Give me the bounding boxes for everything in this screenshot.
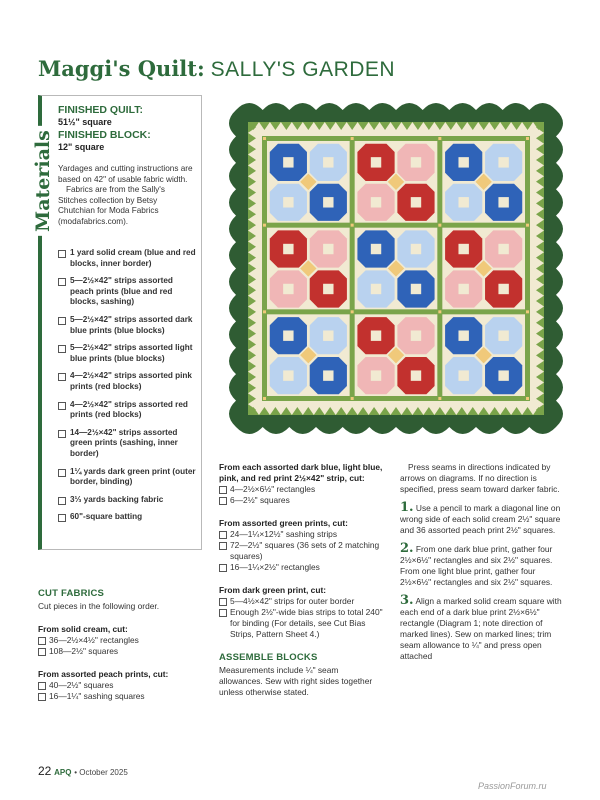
step-3: [400, 595, 565, 662]
snowball-center: [458, 197, 468, 207]
finished-quilt-value: 51½" square: [58, 117, 112, 127]
snowball-center: [498, 157, 508, 167]
sashing-square: [351, 397, 354, 400]
snowball-center: [371, 330, 381, 340]
sashing-square: [351, 137, 354, 140]
cut-item[interactable]: 36—2½×4½" rectangles: [38, 635, 208, 646]
snowball-center: [323, 197, 333, 207]
sashing-square: [263, 137, 266, 140]
cut-group-title: From assorted green prints, cut:: [219, 518, 348, 528]
step-1: [400, 502, 565, 536]
materials-intro: [58, 164, 193, 228]
cut-fabrics-heading: CUT FABRICS: [38, 588, 105, 599]
cut-group-title: From each assorted dark blue, light blue, pink, and red print 2½×42" strip, cut:: [219, 462, 383, 483]
snowball-center: [498, 244, 508, 254]
snowball-center: [458, 244, 468, 254]
finished-quilt-label: FINISHED QUILT:: [58, 104, 143, 116]
snowball-center: [323, 284, 333, 294]
sashing-square: [438, 310, 441, 313]
material-item[interactable]: 4—2½×42" strips assorted pink prints (red blocks): [58, 371, 198, 392]
snowball-center: [283, 197, 293, 207]
cut-list: [219, 529, 384, 573]
materials-intro-fabrics: Fabrics are from the Sally's Stitches collection by Betsy Chutchian for Moda Fabrics (modafabrics.com).: [58, 185, 165, 226]
snowball-center: [283, 157, 293, 167]
sashing-square: [263, 397, 266, 400]
step-2: [400, 543, 565, 588]
page-title: [38, 56, 395, 83]
snowball-center: [498, 330, 508, 340]
cut-fabrics-continued: [219, 462, 384, 698]
press-note: Press seams in directions indicated by arrows on diagrams. If no direction is specified, press seam toward darker fabric.: [400, 462, 560, 494]
cut-group-title: From solid cream, cut:: [38, 624, 128, 634]
magazine-name: APQ: [54, 768, 72, 777]
material-item[interactable]: 5—2½×42" strips assorted dark blue prints (blue blocks): [58, 315, 198, 336]
snowball-center: [498, 370, 508, 380]
sashing-square: [263, 310, 266, 313]
snowball-center: [323, 244, 333, 254]
material-item[interactable]: 14—2½×42" strips assorted green prints (sashing, inner border): [58, 428, 198, 460]
cut-group-title: From dark green print, cut:: [219, 585, 327, 595]
sashing-square: [526, 137, 529, 140]
material-item[interactable]: 4—2½×42" strips assorted red prints (red blocks): [58, 400, 198, 421]
snowball-center: [323, 370, 333, 380]
finished-quilt: [58, 104, 143, 128]
sashing-square: [438, 224, 441, 227]
snowball-center: [411, 244, 421, 254]
material-item[interactable]: 60"-square batting: [58, 512, 198, 523]
snowball-center: [283, 370, 293, 380]
assemble-blocks-text: Measurements include ¼" seam allowances. Sew with right sides together unless otherwise stated.: [219, 665, 373, 697]
cut-item[interactable]: 24—1¼×12½" sashing strips: [219, 529, 384, 540]
cut-list: [219, 484, 384, 506]
sashing-square: [438, 137, 441, 140]
snowball-center: [411, 157, 421, 167]
materials-list: [58, 248, 198, 530]
title-quilt-name: Maggi's Quilt:: [38, 56, 205, 81]
cut-item[interactable]: Enough 2½"-wide bias strips to total 240" for binding (For details, see Cut Bias Strips, Pattern Sheet 4.): [219, 607, 384, 640]
quilt-photo: [222, 96, 570, 441]
sashing-square: [526, 224, 529, 227]
sashing-square: [526, 310, 529, 313]
snowball-center: [323, 157, 333, 167]
step-number: 3.: [400, 593, 414, 608]
snowball-center: [371, 370, 381, 380]
step-text: From one dark blue print, gather four 2½×6½" rectangles and six 2½" squares. From one light blue print, gather four 2½×6½" rectangles and six 2½" squares.: [400, 544, 553, 587]
issue-date: • October 2025: [74, 768, 128, 777]
assembly-steps: [400, 462, 565, 669]
page-number: 22: [38, 764, 52, 778]
sashing-square: [526, 397, 529, 400]
finished-block: [58, 129, 151, 153]
snowball-center: [498, 284, 508, 294]
materials-intro-yardage: Yardages and cutting instructions are based on 42" of usable fabric width.: [58, 164, 193, 184]
cut-item[interactable]: 72—2½" squares (36 sets of 2 matching squares): [219, 540, 384, 562]
snowball-center: [371, 157, 381, 167]
page-footer: [38, 764, 128, 778]
cut-item[interactable]: 5—4½×42" strips for outer border: [219, 596, 384, 607]
cut-fabrics-section: [38, 588, 208, 702]
finished-block-value: 12" square: [58, 142, 105, 152]
snowball-center: [371, 197, 381, 207]
sashing-square: [263, 224, 266, 227]
snowball-center: [411, 197, 421, 207]
snowball-center: [283, 244, 293, 254]
title-pattern-name: SALLY'S GARDEN: [210, 58, 396, 81]
cut-list: [38, 680, 208, 702]
sashing-square: [351, 310, 354, 313]
snowball-center: [411, 330, 421, 340]
cut-item[interactable]: 16—1¼" sashing squares: [38, 691, 208, 702]
sashing-square: [438, 397, 441, 400]
step-text: Align a marked solid cream square with each end of a dark blue print 2½×6½" rectangle (Diagram 1; note direction of marked lines). Sew on marked lines; trim seam allowance to ¼" and press open attached: [400, 596, 562, 661]
step-number: 2.: [400, 541, 414, 556]
snowball-center: [458, 330, 468, 340]
cut-item[interactable]: 108—2½" squares: [38, 646, 208, 657]
snowball-center: [283, 330, 293, 340]
step-text: Use a pencil to mark a diagonal line on wrong side of each solid cream 2½" square and 36 assorted peach print 2½" squares.: [400, 503, 561, 535]
snowball-center: [371, 244, 381, 254]
cut-list: [219, 596, 384, 640]
snowball-center: [411, 284, 421, 294]
snowball-center: [371, 284, 381, 294]
cut-group-title: From assorted peach prints, cut:: [38, 669, 169, 679]
material-item[interactable]: 1¼ yards dark green print (outer border, binding): [58, 467, 198, 488]
finished-block-label: FINISHED BLOCK:: [58, 129, 151, 141]
snowball-center: [323, 330, 333, 340]
snowball-center: [411, 370, 421, 380]
watermark: PassionForum.ru: [478, 781, 547, 791]
assemble-blocks-heading: ASSEMBLE BLOCKS: [219, 652, 318, 663]
snowball-center: [458, 157, 468, 167]
cut-item[interactable]: 40—2½" squares: [38, 680, 208, 691]
snowball-center: [458, 370, 468, 380]
snowball-center: [498, 197, 508, 207]
material-item[interactable]: 5—2½×42" strips assorted light blue prints (blue blocks): [58, 343, 198, 364]
sashing-square: [351, 224, 354, 227]
cut-item[interactable]: 16—1¼×2½" rectangles: [219, 562, 384, 573]
material-item[interactable]: 1 yard solid cream (blue and red blocks, inner border): [58, 248, 198, 269]
step-number: 1.: [400, 500, 414, 515]
cut-fabrics-intro: Cut pieces in the following order.: [38, 601, 160, 611]
cut-list: [38, 635, 208, 657]
cut-item[interactable]: 6—2½" squares: [219, 495, 384, 506]
material-item[interactable]: 5—2½×42" strips assorted peach prints (blue and red blocks, sashing): [58, 276, 198, 308]
snowball-center: [283, 284, 293, 294]
materials-section-label: Materials: [32, 118, 54, 243]
snowball-center: [458, 284, 468, 294]
material-item[interactable]: 3⅓ yards backing fabric: [58, 495, 198, 506]
cut-item[interactable]: 4—2½×6½" rectangles: [219, 484, 384, 495]
